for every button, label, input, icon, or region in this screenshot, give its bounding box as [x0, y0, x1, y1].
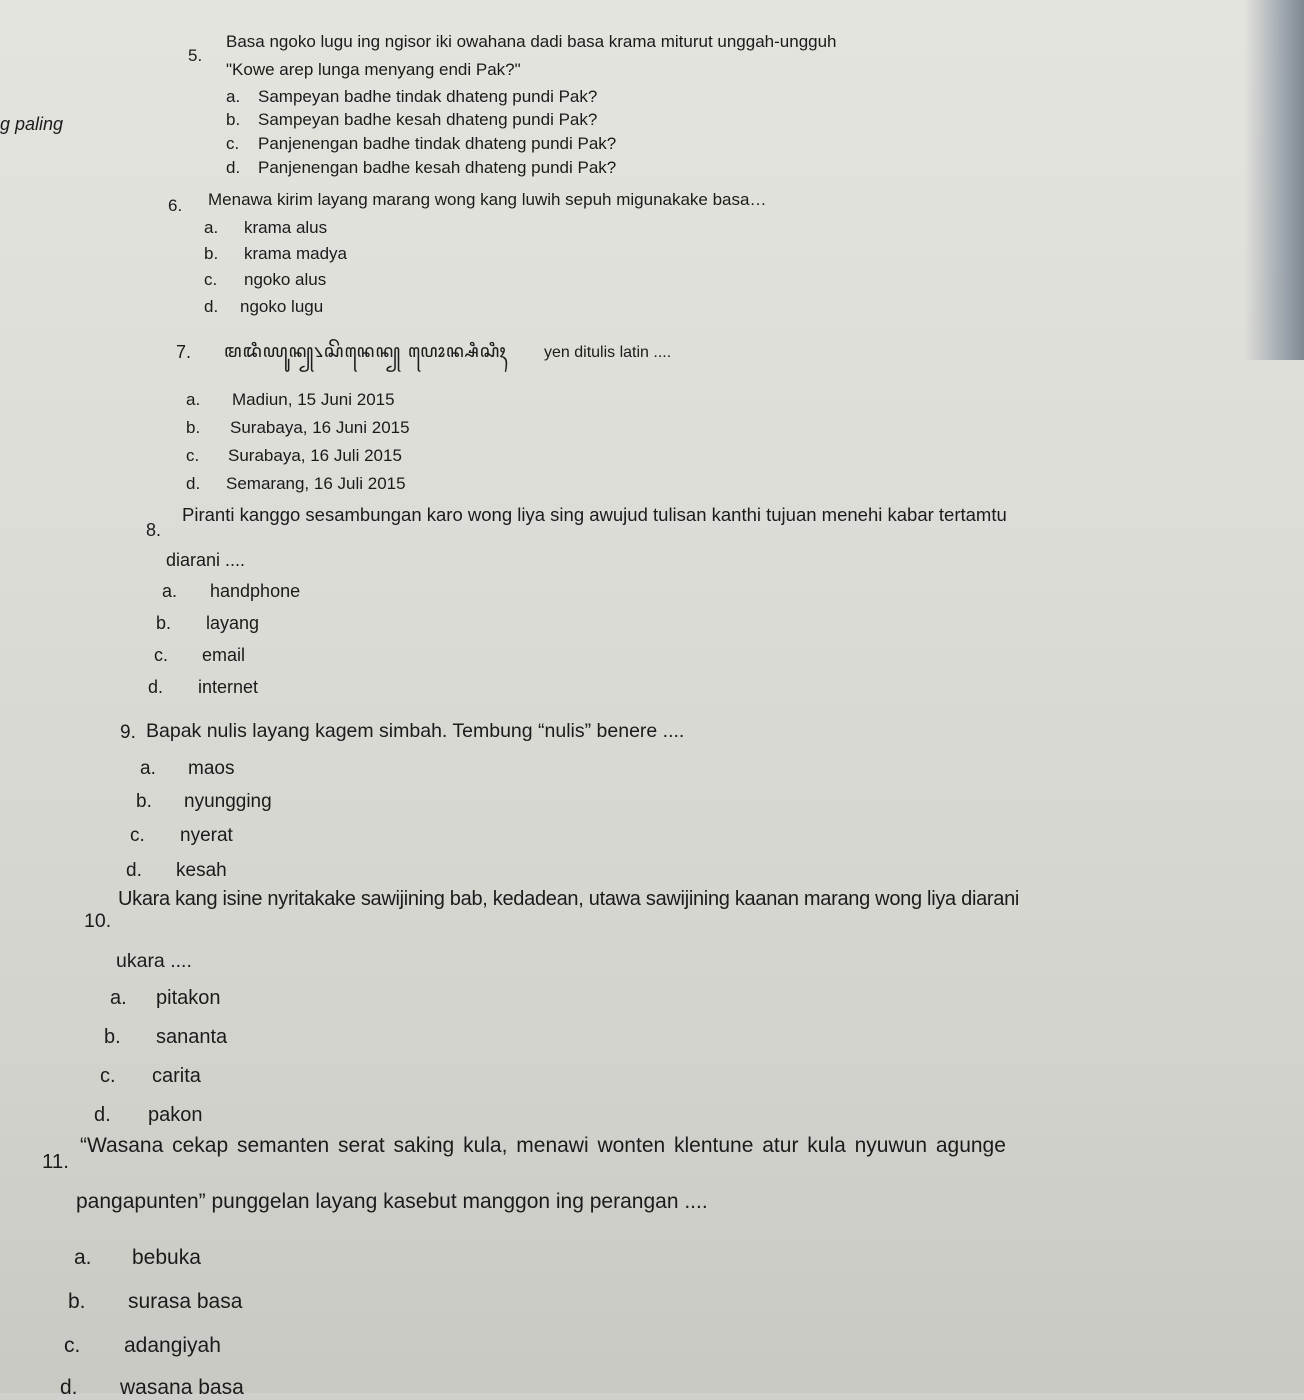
option-letter[interactable]: a. — [110, 987, 127, 1009]
option-letter[interactable]: d. — [204, 297, 219, 316]
option-letter[interactable]: a. — [226, 87, 241, 106]
option-text[interactable]: ngoko alus — [244, 270, 327, 289]
option-letter[interactable]: b. — [104, 1026, 121, 1048]
option-letter[interactable]: a. — [140, 758, 156, 779]
option-letter[interactable]: b. — [186, 418, 201, 437]
option-text[interactable]: Madiun, 15 Juni 2015 — [232, 390, 395, 409]
option-text[interactable]: krama madya — [244, 244, 347, 263]
option-text[interactable]: wasana basa — [120, 1376, 244, 1399]
question-text-continued: pangapunten” punggelan layang kasebut manggon ing perangan .... — [76, 1190, 708, 1213]
option-letter[interactable]: d. — [226, 158, 241, 177]
option-letter[interactable]: b. — [226, 110, 241, 129]
option-text[interactable]: nyerat — [180, 825, 233, 846]
option-letter[interactable]: a. — [162, 581, 178, 601]
option-text[interactable]: carita — [152, 1065, 201, 1087]
option-letter[interactable]: a. — [204, 218, 219, 237]
option-text[interactable]: Panjenengan badhe tindak dhateng pundi Pak? — [258, 134, 617, 153]
option-text[interactable]: Surabaya, 16 Juni 2015 — [230, 418, 410, 437]
option-letter[interactable]: d. — [60, 1376, 78, 1399]
option-letter[interactable]: c. — [226, 134, 240, 153]
option-letter[interactable]: a. — [74, 1246, 92, 1269]
option-letter[interactable]: c. — [186, 446, 200, 465]
page-edge-shadow — [1244, 0, 1304, 360]
question-text: Ukara kang isine nyritakake sawijining bab, kedadean, utawa sawijining kaanan marang wong liya diarani — [118, 888, 1020, 910]
question-number: 5. — [188, 46, 203, 65]
option-text[interactable]: pitakon — [156, 987, 221, 1009]
question-text: Bapak nulis layang kagem simbah. Tembung “nulis” benere .... — [146, 720, 685, 742]
javanese-script-text: ꦩꦢꦶꦪꦸꦤ꧀꧈ꦱꦼꦤꦺꦤ꧀ ꦥꦺꦴꦤ꧀ꦱꦶꦱꦶꦃ — [224, 341, 507, 362]
option-text[interactable]: surasa basa — [128, 1290, 243, 1313]
question-number: 11. — [42, 1150, 69, 1173]
option-text[interactable]: handphone — [210, 581, 301, 601]
option-letter[interactable]: b. — [156, 613, 172, 633]
question-number: 7. — [176, 342, 192, 362]
question-text: Piranti kanggo sesambungan karo wong liya sing awujud tulisan kanthi tujuan menehi kabar tertamtu — [182, 504, 1007, 525]
option-letter[interactable]: c. — [64, 1334, 81, 1357]
question-text: Basa ngoko lugu ing ngisor iki owahana dadi basa krama miturut unggah-ungguh — [226, 32, 837, 51]
option-letter[interactable]: c. — [130, 825, 145, 846]
option-text[interactable]: ngoko lugu — [240, 297, 324, 316]
option-letter[interactable]: b. — [68, 1290, 86, 1313]
option-letter[interactable]: b. — [204, 244, 219, 263]
option-letter[interactable]: c. — [204, 270, 218, 289]
option-text[interactable]: pakon — [148, 1104, 203, 1126]
option-text[interactable]: adangiyah — [124, 1334, 221, 1357]
question-number: 6. — [168, 196, 183, 215]
option-letter[interactable]: d. — [126, 860, 142, 881]
option-text[interactable]: kesah — [176, 860, 227, 881]
option-text[interactable]: internet — [198, 677, 259, 697]
option-text[interactable]: bebuka — [132, 1246, 201, 1269]
option-text[interactable]: Panjenengan badhe kesah dhateng pundi Pak? — [258, 158, 617, 177]
question-quote: "Kowe arep lunga menyang endi Pak?" — [226, 60, 521, 79]
option-letter[interactable]: a. — [186, 390, 201, 409]
previous-page-fragment: g paling — [0, 114, 64, 134]
question-number: 8. — [146, 520, 162, 540]
option-text[interactable]: Sampeyan badhe kesah dhateng pundi Pak? — [258, 110, 598, 129]
question-text: “Wasana cekap semanten serat saking kula, menawi wonten klentune atur kula nyuwun agunge — [80, 1134, 1006, 1157]
option-text[interactable]: maos — [188, 758, 235, 779]
option-text[interactable]: layang — [206, 613, 260, 633]
option-text[interactable]: krama alus — [244, 218, 328, 237]
option-text[interactable]: Semarang, 16 Juli 2015 — [226, 474, 406, 493]
option-text[interactable]: Sampeyan badhe tindak dhateng pundi Pak? — [258, 87, 598, 106]
option-letter[interactable]: c. — [100, 1065, 116, 1087]
option-text[interactable]: Surabaya, 16 Juli 2015 — [228, 446, 402, 465]
option-text[interactable]: nyungging — [184, 791, 272, 812]
option-letter[interactable]: b. — [136, 791, 152, 812]
option-letter[interactable]: d. — [94, 1104, 111, 1126]
question-text-continued: ukara .... — [116, 950, 192, 972]
question-text: yen ditulis latin .... — [544, 344, 672, 361]
option-text[interactable]: sananta — [156, 1026, 228, 1048]
option-text[interactable]: email — [202, 645, 246, 665]
question-number: 10. — [84, 910, 112, 932]
question-number: 9. — [120, 722, 136, 743]
option-letter[interactable]: c. — [154, 645, 169, 665]
question-text-continued: diarani .... — [166, 550, 246, 570]
question-text: Menawa kirim layang marang wong kang luwih sepuh migunakake basa… — [208, 190, 767, 209]
option-letter[interactable]: d. — [148, 677, 164, 697]
option-letter[interactable]: d. — [186, 474, 201, 493]
